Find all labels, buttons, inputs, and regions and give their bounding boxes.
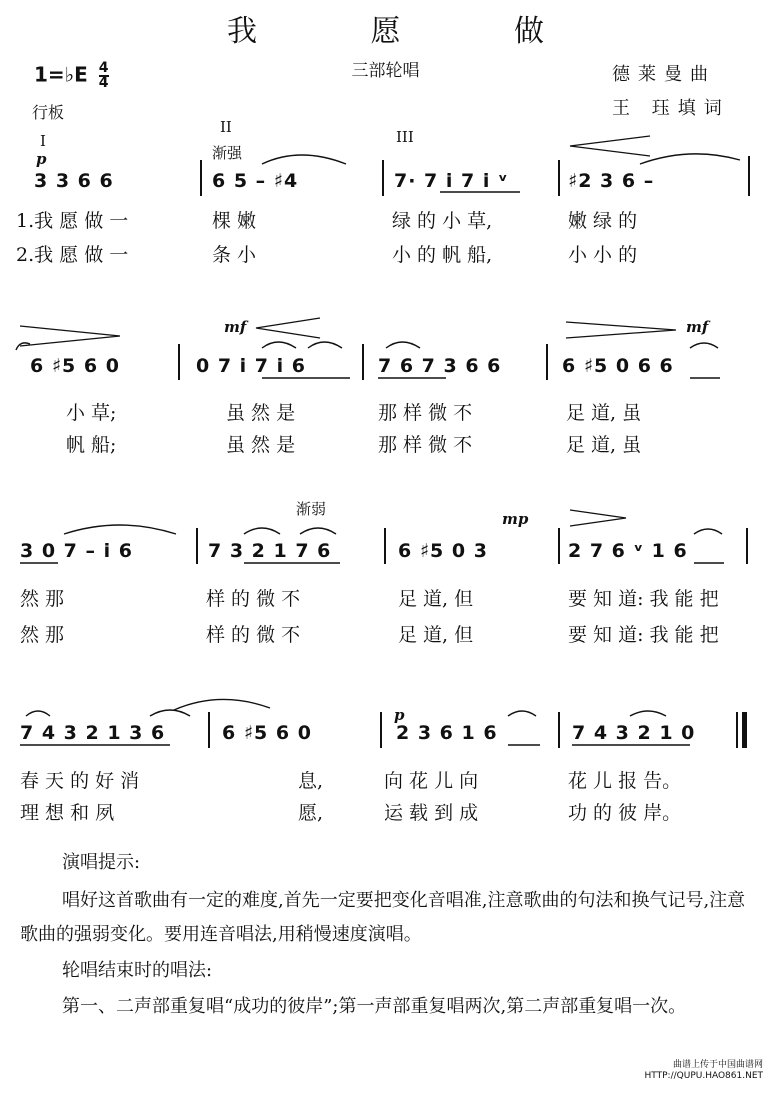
tips-heading: 演唱提示:	[62, 852, 141, 873]
tempo-mark: 行板	[32, 103, 65, 122]
barline	[362, 344, 364, 380]
barline	[746, 528, 748, 564]
measure-2-1: 6 ♯5 6 0	[30, 355, 120, 377]
barline	[558, 712, 560, 748]
lyric-4-1-v1: 春 天 的 好 消	[20, 770, 140, 792]
composer-credit: 德莱曼曲	[612, 64, 716, 85]
measure-3-2: 7 3 2 1 7 6	[208, 540, 332, 562]
lyric-3-4-v1: 要 知 道: 我 能 把	[568, 588, 719, 610]
lyric-3-2-v1: 样 的 微 不	[206, 588, 301, 610]
measure-3-3: 6 ♯5 0 3	[398, 540, 488, 562]
slur	[262, 342, 296, 348]
lyric-2-1-v1: 小 草;	[66, 402, 117, 424]
lyric-4-2-v1: 息,	[298, 770, 324, 792]
lyric-4-2-v2: 愿,	[298, 802, 324, 824]
lyric-2-4-v1: 足 道, 虽	[566, 402, 642, 424]
lyric-1-2-v1: 棵 嫩	[212, 210, 257, 232]
lyric-2-2-v1: 虽 然 是	[226, 402, 296, 424]
slur	[386, 342, 420, 348]
lyric-4-3-v2: 运 载 到 成	[384, 802, 479, 824]
barline	[558, 160, 560, 196]
lyric-3-4-v2: 要 知 道: 我 能 把	[568, 624, 719, 646]
lyric-3-1-v2: 然 那	[20, 624, 65, 646]
tips-paragraph-3: 第一、二声部重复唱“成功的彼岸”;第一声部重复唱两次,第二声部重复唱一次。	[62, 996, 687, 1017]
lyric-1-1-v2: 2.我 愿 做 一	[16, 244, 129, 266]
tips-paragraph-1: 唱好这首歌曲有一定的难度,首先一定要把变化音唱准,注意歌曲的句法和换气记号,注意歌曲的强弱变化。要用连音唱法,用稍慢速度演唱。	[20, 890, 746, 945]
crescendo-hairpin	[570, 136, 650, 156]
slur	[640, 154, 740, 164]
footer-line-1: 曲谱上传于中国曲谱网	[672, 1060, 763, 1070]
final-barline-thin	[736, 712, 738, 748]
part-mark-3: III	[396, 128, 414, 146]
slur	[262, 155, 346, 164]
dynamic-p-1: p	[36, 150, 47, 168]
measure-4-1: 7 4 3 2 1 3 6	[20, 722, 166, 744]
barline	[380, 712, 382, 748]
lyric-1-4-v2: 小 小 的	[568, 244, 638, 266]
lyric-1-1-v1: 1.我 愿 做 一	[16, 210, 129, 232]
key-signature	[34, 62, 109, 90]
slur	[694, 529, 722, 534]
measure-4-4: 7 4 3 2 1 0	[572, 722, 696, 744]
time-bottom: 4	[98, 75, 109, 91]
slur	[16, 343, 30, 350]
lyric-3-3-v2: 足 道, 但	[398, 624, 474, 646]
lyric-4-1-v2: 理 想 和 夙	[20, 802, 115, 824]
lyric-3-3-v1: 足 道, 但	[398, 588, 474, 610]
slur	[508, 711, 536, 716]
crescendo-text: 渐强	[212, 144, 243, 162]
decrescendo-hairpin	[20, 326, 120, 346]
lyric-2-3-v2: 那 样 微 不	[378, 434, 473, 456]
measure-4-2: 6 ♯5 6 0	[222, 722, 312, 744]
lyric-1-3-v2: 小 的 帆 船,	[392, 244, 493, 266]
lyric-3-2-v2: 样 的 微 不	[206, 624, 301, 646]
barline	[384, 528, 386, 564]
lyric-2-3-v1: 那 样 微 不	[378, 402, 473, 424]
lyricist-credit: 王 珏填词	[612, 98, 730, 119]
slur	[630, 711, 666, 716]
barline	[196, 528, 198, 564]
dynamic-p-2: p	[394, 706, 405, 724]
site-footer	[645, 1060, 763, 1082]
lyric-3-1-v1: 然 那	[20, 588, 65, 610]
barline	[558, 528, 560, 564]
measure-2-4: 6 ♯5 0 6 6	[562, 355, 674, 377]
crescendo-hairpin	[256, 318, 320, 338]
slur	[244, 528, 280, 534]
part-mark-1: I	[40, 132, 46, 150]
decrescendo-hairpin	[570, 510, 626, 526]
song-subtitle: 三部轮唱	[351, 61, 420, 81]
lyric-1-2-v2: 条 小	[212, 244, 257, 266]
measure-1-1: 3 3 6 6	[34, 170, 114, 192]
measure-1-4: ♯2 3 6 –	[568, 170, 655, 192]
measure-2-3: 7 6 7 3 6 6	[378, 355, 502, 377]
measure-4-3: 2 3 6 1 6	[396, 722, 498, 744]
hairpins	[20, 136, 676, 526]
lyric-4-3-v1: 向 花 儿 向	[384, 770, 479, 792]
key-label: 1=♭E	[34, 62, 88, 87]
lyric-2-4-v2: 足 道, 虽	[566, 434, 642, 456]
barline	[200, 160, 202, 196]
measure-2-2: 0 7 i 7 i 6	[196, 355, 306, 377]
dynamic-mf-2: mf	[686, 318, 709, 336]
slur	[300, 528, 336, 534]
lyric-4-4-v2: 功 的 彼 岸。	[568, 802, 682, 824]
barline	[546, 344, 548, 380]
slur	[690, 343, 718, 348]
slur	[150, 710, 190, 716]
song-title: 我 愿 做	[226, 14, 597, 49]
decrescendo-hairpin	[566, 322, 676, 338]
tips-paragraph-2: 轮唱结束时的唱法:	[62, 960, 213, 981]
barline	[208, 712, 210, 748]
lyric-1-4-v1: 嫩 绿 的	[568, 210, 638, 232]
slur	[64, 525, 176, 534]
footer-line-2: HTTP://QUPU.HAO861.NET	[644, 1071, 763, 1081]
measure-3-1: 3 0 7 – i 6	[20, 540, 133, 562]
beams	[20, 192, 724, 745]
time-top: 4	[98, 60, 109, 76]
barline	[748, 156, 750, 196]
time-signature	[99, 62, 109, 90]
slur	[174, 699, 270, 710]
barline	[382, 160, 384, 196]
part-mark-2: II	[220, 118, 232, 136]
lyric-4-4-v1: 花 儿 报 告。	[568, 770, 682, 792]
slur	[26, 711, 50, 716]
lyric-2-1-v2: 帆 船;	[66, 434, 117, 456]
dynamic-mf-1: mf	[224, 318, 247, 336]
diminuendo-text: 渐弱	[296, 500, 327, 518]
final-barline-thick	[742, 712, 747, 748]
measure-3-4: 2 7 6 ᵛ 1 6	[568, 540, 688, 562]
lyric-1-3-v1: 绿 的 小 草,	[392, 210, 493, 232]
measure-1-2: 6 5 – ♯4	[212, 170, 299, 192]
barline	[178, 344, 180, 380]
dynamic-mp: mp	[502, 510, 529, 528]
lyric-2-2-v2: 虽 然 是	[226, 434, 296, 456]
measure-1-3: 7· 7 i 7 i ᵛ	[394, 170, 509, 192]
slur	[308, 342, 342, 348]
